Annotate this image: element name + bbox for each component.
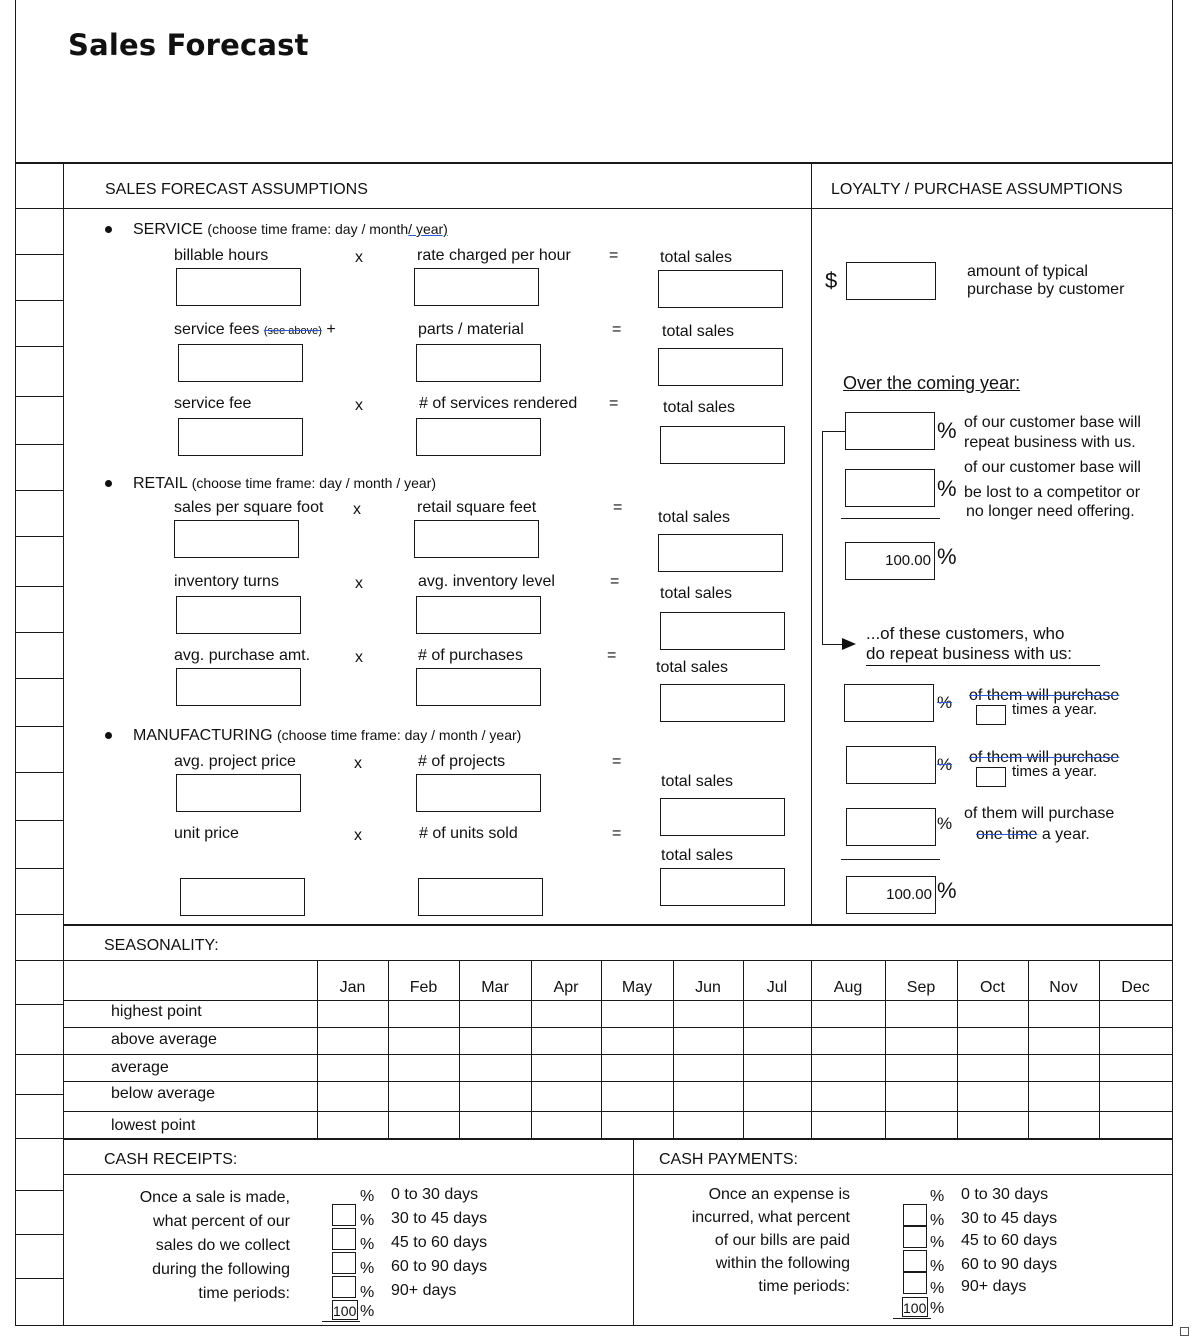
arrow-right-icon [842,638,856,650]
seasonality-cell[interactable] [744,1112,811,1138]
seasonality-cell[interactable] [674,1028,743,1054]
freq-a-label: of them will purchase [969,687,1120,704]
seasonality-cell[interactable] [318,1082,388,1111]
seasonality-cell[interactable] [1029,1028,1099,1054]
period-label: 45 to 60 days [391,1234,488,1251]
units-sold-input[interactable] [418,878,543,916]
seasonality-cell[interactable] [389,1055,459,1081]
rate-per-hour-input[interactable] [414,268,539,306]
equals-sign: = [607,647,617,664]
purchases-total-input[interactable] [660,684,785,722]
assumptions-header-rule [63,208,1173,209]
retail-label: RETAIL [133,475,188,492]
seasonality-cell[interactable] [1029,1055,1099,1081]
cash-top-rule [63,1138,1173,1140]
gutter-rule [15,490,63,491]
seasonality-cell[interactable] [460,1001,531,1027]
seasonality-cell[interactable] [1029,1001,1099,1027]
total-sales-label: total sales [661,847,734,864]
avg-project-price-label: avg. project price [174,753,296,770]
multiply-sign: x [354,755,362,772]
month-header: May [621,979,653,996]
seasonality-cell[interactable] [886,1112,957,1138]
gutter-rule [15,300,63,301]
month-header: Dec [1121,979,1150,996]
seasonality-cell[interactable] [532,1055,601,1081]
period-percent-input[interactable] [332,1204,356,1226]
service-fees-note: (see above) [263,325,322,337]
seasonality-cell[interactable] [389,1082,459,1111]
service-fee-label: service fee [174,395,252,412]
service-timeframe-year: / year) [408,221,448,237]
cash-receipts-header: CASH RECEIPTS: [104,1151,238,1168]
units-sold-label: # of units sold [419,825,518,842]
receipts-question [100,1186,290,1306]
retail-total-input[interactable] [658,534,783,572]
total-sales-label: total sales [660,249,733,266]
percent-sign: % [930,1258,945,1275]
period-label: 60 to 90 days [391,1258,488,1275]
services-rendered-label: # of services rendered [419,395,578,412]
unit-price-input[interactable] [180,878,305,916]
receipts-q5: time periods: [198,1285,290,1302]
period-label: 90+ days [961,1278,1027,1295]
seasonality-cell[interactable] [389,1001,459,1027]
seasonality-row-label: below average [111,1085,216,1102]
seasonality-cell[interactable] [532,1082,601,1111]
avg-inventory-input[interactable] [416,596,541,634]
seasonality-cell[interactable] [1029,1112,1099,1138]
num-purchases-input[interactable] [416,668,541,706]
units-total-input[interactable] [660,868,785,906]
lost-line-1: of our customer base will [964,459,1141,476]
seasonality-cell[interactable] [1100,1112,1172,1138]
period-label: 45 to 60 days [961,1232,1058,1249]
gutter-rule [15,1054,63,1055]
period-label: 90+ days [391,1282,457,1299]
total-sales-label: total sales [661,773,734,790]
seasonality-cell[interactable] [602,1082,673,1111]
equals-sign: = [613,499,623,516]
seasonality-cell[interactable] [812,1055,885,1081]
bracket-vertical [822,431,823,645]
gutter-rule [15,678,63,679]
assumptions-divider [811,162,812,924]
typical-line-2: purchase by customer [967,281,1125,298]
manufacturing-timeframe: (choose time frame: day / month / year) [277,727,522,743]
freq-a-times-label: times a year. [1012,701,1098,718]
lost-customers-input[interactable] [845,469,935,507]
seasonality-cell[interactable] [532,1112,601,1138]
period-label: 0 to 30 days [391,1186,479,1203]
assumptions-header: SALES FORECAST ASSUMPTIONS [105,181,368,198]
gutter-rule [15,444,63,445]
seasonality-header: SEASONALITY: [104,937,219,954]
gutter-rule [15,1278,63,1279]
gutter-rule [15,208,63,209]
gutter-rule [15,914,63,915]
manufacturing-bullet [105,732,112,739]
gutter-rule [15,1234,63,1235]
seasonality-cell[interactable] [318,1001,388,1027]
these-line-2: do repeat business with us: [866,644,1100,666]
period-label: 30 to 45 days [391,1210,488,1227]
seasonality-cell[interactable] [1100,1082,1172,1111]
retail-heading [133,475,436,493]
seasonality-cell[interactable] [958,1001,1028,1027]
dollar-sign: $ [825,268,838,293]
percent-sign: % [937,755,953,774]
outer-bottom-border [15,1325,1173,1326]
seasonality-cell[interactable] [674,1112,743,1138]
seasonality-cell[interactable] [389,1112,459,1138]
gutter-rule [15,868,63,869]
percent-sign: % [360,1303,375,1320]
avg-purchase-label: avg. purchase amt. [174,647,311,664]
payments-q3: of our bills are paid [714,1232,850,1249]
seasonality-cell[interactable] [812,1082,885,1111]
service-fees-input[interactable] [178,344,303,382]
equals-sign: = [612,753,622,770]
seasonality-cell[interactable] [812,1001,885,1027]
avg-purchase-input[interactable] [176,668,301,706]
percent-sign: % [937,693,953,712]
avg-inventory-label: avg. inventory level [418,573,555,590]
seasonality-cell[interactable] [674,1001,743,1027]
freq-c-label: of them will purchase [964,805,1115,822]
freq-b-times-label: times a year. [1012,763,1098,780]
seasonality-cell[interactable] [958,1112,1028,1138]
seasonality-cell[interactable] [389,1028,459,1054]
manufacturing-heading [133,727,521,745]
seasonality-cell[interactable] [460,1112,531,1138]
payments-q2: incurred, what percent [691,1209,850,1226]
billable-hours-input[interactable] [176,268,301,306]
receipts-sum-rule [322,1321,360,1322]
seasonality-cell[interactable] [886,1001,957,1027]
left-gutter-border [63,162,64,1326]
multiply-sign: x [355,397,363,414]
period-percent-input[interactable] [903,1204,927,1226]
sum-rule-1 [841,518,940,519]
freq-a-times-input[interactable] [976,705,1006,725]
total-sales-label: total sales [663,399,736,416]
percent-sign: % [930,1234,945,1251]
multiply-sign: x [354,827,362,844]
customer-total-value: 100.00 [845,542,935,580]
inventory-turns-input[interactable] [176,596,301,634]
percent-sign: % [937,878,957,903]
seasonality-cell[interactable] [812,1028,885,1054]
num-purchases-label: # of purchases [418,647,523,664]
payments-sum-rule [893,1318,931,1319]
month-header: Sep [906,979,936,996]
seasonality-cell[interactable] [318,1028,388,1054]
cash-payments-header: CASH PAYMENTS: [659,1151,798,1168]
receipts-q2: what percent of our [153,1213,290,1230]
month-header: Oct [980,979,1005,996]
typical-purchase-input[interactable] [846,262,936,300]
period-percent-input[interactable] [332,1228,356,1250]
retail-sqft-input[interactable] [414,520,539,558]
payments-total: 100 [902,1297,928,1317]
seasonality-cell[interactable] [602,1028,673,1054]
gutter-rule [15,726,63,727]
these-line-1: ...of these customers, who [866,624,1065,643]
period-percent-input[interactable] [903,1250,927,1272]
seasonality-cell[interactable] [886,1028,957,1054]
seasonality-cell[interactable] [460,1028,531,1054]
seasonality-cell[interactable] [958,1028,1028,1054]
percent-sign: % [360,1260,375,1277]
sum-rule-2 [841,859,940,860]
receipts-q3: sales do we collect [155,1237,290,1254]
frequency-total-value: 100.00 [846,876,936,914]
repeat-line-2: repeat business with us. [964,434,1136,451]
typical-line-1: amount of typical [967,263,1088,280]
seasonality-row-label: above average [111,1031,217,1048]
total-sales-label: total sales [660,585,733,602]
seasonality-cell[interactable] [744,1001,811,1027]
percent-sign: % [937,476,957,501]
service-total-sales-input[interactable] [658,270,783,308]
seasonality-row-label: lowest point [111,1117,196,1134]
freq-c-input[interactable] [846,808,936,846]
seasonality-row-label: average [111,1059,169,1076]
period-label: 0 to 30 days [961,1186,1049,1203]
manufacturing-label: MANUFACTURING [133,727,273,744]
coming-year-heading: Over the coming year: [843,373,1021,393]
gutter-rule [15,772,63,773]
percent-sign: % [937,544,957,569]
seasonality-cell[interactable] [532,1001,601,1027]
repeat-business-input[interactable] [845,412,935,450]
percent-sign: % [930,1212,945,1229]
gutter-rule [15,1138,63,1139]
sales-per-sqft-label: sales per square foot [174,499,324,516]
seasonality-cell[interactable] [1029,1082,1099,1111]
service-fees-text: service fees [174,321,260,338]
seasonality-cell[interactable] [1100,1028,1172,1054]
percent-sign: % [360,1188,375,1205]
repeat-business-label [964,413,1141,453]
period-percent-input[interactable] [903,1226,927,1248]
outer-left-border [15,0,16,1326]
seasonality-cell[interactable] [744,1082,811,1111]
unit-price-label: unit price [174,825,239,842]
service-fees-total-input[interactable] [658,348,783,386]
month-header: Apr [553,979,579,996]
gutter-rule [15,536,63,537]
seasonality-cell[interactable] [602,1112,673,1138]
num-projects-input[interactable] [416,774,541,812]
period-label: 60 to 90 days [961,1256,1058,1273]
service-timeframe: (choose time frame: day / month [207,221,409,237]
month-header: Jan [339,979,366,996]
a-year-text: a year. [1041,826,1090,843]
gutter-rule [15,820,63,821]
multiply-sign: x [355,649,363,666]
equals-sign: = [609,247,619,264]
percent-sign: % [937,418,957,443]
receipts-q4: during the following [152,1261,290,1278]
loyalty-header: LOYALTY / PURCHASE ASSUMPTIONS [831,181,1123,198]
seasonality-grid-top [15,960,1173,961]
freq-b-label: of them will purchase [969,749,1120,766]
page-title: Sales Forecast [68,28,309,62]
gutter-rule [15,1094,63,1095]
repeat-customers-heading [866,624,1100,666]
month-header: Aug [833,979,863,996]
period-percent-input[interactable] [332,1276,356,1298]
seasonality-cell[interactable] [958,1082,1028,1111]
seasonality-cell[interactable] [744,1028,811,1054]
seasonality-cell[interactable] [674,1082,743,1111]
freq-a-input[interactable] [844,684,934,722]
total-sales-label: total sales [662,323,735,340]
percent-sign: % [360,1284,375,1301]
num-projects-label: # of projects [418,753,506,770]
service-fee-input[interactable] [178,418,303,456]
payments-q5: time periods: [758,1278,850,1295]
equals-sign: = [612,825,622,842]
retail-bullet [105,480,112,487]
seasonality-cell[interactable] [1100,1001,1172,1027]
freq-b-input[interactable] [846,746,936,784]
retail-sqft-label: retail square feet [417,499,537,516]
seasonality-cell[interactable] [602,1055,673,1081]
equals-sign: = [609,395,619,412]
billable-hours-label: billable hours [174,247,269,264]
lost-customers-label [964,457,1141,522]
cash-divider [633,1138,634,1326]
service-heading [133,221,448,239]
month-header: Jul [766,979,788,996]
percent-sign: % [360,1236,375,1253]
seasonality-cell[interactable] [460,1055,531,1081]
inventory-total-input[interactable] [660,612,785,650]
percent-sign: % [937,814,953,833]
total-sales-label: total sales [658,509,731,526]
equals-sign: = [610,573,620,590]
repeat-line-1: of our customer base will [964,414,1141,431]
section-top-border [15,162,1173,164]
retail-timeframe: (choose time frame: day / month / year) [191,475,437,491]
seasonality-cell[interactable] [886,1055,957,1081]
seasonality-cell[interactable] [674,1055,743,1081]
multiply-sign: x [355,249,363,266]
freq-b-times-input[interactable] [976,767,1006,787]
services-rendered-input[interactable] [416,418,541,456]
seasonality-cell[interactable] [744,1055,811,1081]
gutter-rule [15,396,63,397]
outer-right-border [1172,0,1173,1326]
service-label: SERVICE [133,221,203,238]
seasonality-cell[interactable] [812,1112,885,1138]
typical-purchase-label [967,263,1124,299]
parts-material-input[interactable] [416,344,541,382]
inventory-turns-label: inventory turns [174,573,279,590]
resize-handle[interactable] [1180,1327,1189,1336]
parts-material-label: parts / material [418,321,524,338]
one-time-text: one time [976,826,1038,843]
service-fees-label [174,321,336,339]
gutter-rule [15,1004,63,1005]
plus-sign: + [326,321,336,338]
equals-sign: = [612,321,622,338]
percent-sign: % [930,1188,945,1205]
seasonality-cell[interactable] [460,1082,531,1111]
seasonality-top-rule [63,924,1173,926]
gutter-rule [15,254,63,255]
seasonality-cell[interactable] [886,1082,957,1111]
receipts-total: 100 [332,1300,358,1320]
receipts-q1: Once a sale is made, [139,1189,290,1206]
period-percent-input[interactable] [903,1272,927,1294]
payments-question [650,1183,850,1298]
projects-total-input[interactable] [660,798,785,836]
month-header: Mar [481,979,509,996]
lost-line-2: be lost to a competitor or [964,484,1141,501]
freq-c-one-time [976,826,1090,844]
seasonality-cell[interactable] [532,1028,601,1054]
month-header: Jun [695,979,721,996]
services-total-input[interactable] [660,426,785,464]
bracket-top [822,431,846,432]
period-label: 30 to 45 days [961,1210,1058,1227]
seasonality-cell[interactable] [318,1055,388,1081]
gutter-rule [15,586,63,587]
rate-per-hour-label: rate charged per hour [417,247,571,264]
sales-per-sqft-input[interactable] [174,520,299,558]
month-header: Feb [409,979,438,996]
gutter-rule [15,632,63,633]
payments-q4: within the following [715,1255,850,1272]
seasonality-cell[interactable] [1100,1055,1172,1081]
multiply-sign: x [353,501,361,518]
gutter-rule [15,346,63,347]
service-bullet [105,226,112,233]
lost-line-3: no longer need offering. [966,503,1135,520]
seasonality-cell[interactable] [318,1112,388,1138]
period-percent-input[interactable] [332,1252,356,1274]
percent-sign: % [360,1212,375,1229]
avg-project-price-input[interactable] [176,774,301,812]
payments-q1: Once an expense is [708,1186,850,1203]
total-sales-label: total sales [656,659,729,676]
cash-header-rule [63,1174,1173,1175]
multiply-sign: x [355,575,363,592]
gutter-rule [15,1190,63,1191]
percent-sign: % [930,1280,945,1297]
month-header: Nov [1049,979,1078,996]
seasonality-row-label: highest point [111,1003,202,1020]
gutter-rule [15,960,63,961]
percent-sign: % [930,1300,945,1317]
seasonality-cell[interactable] [602,1001,673,1027]
seasonality-cell[interactable] [958,1055,1028,1081]
